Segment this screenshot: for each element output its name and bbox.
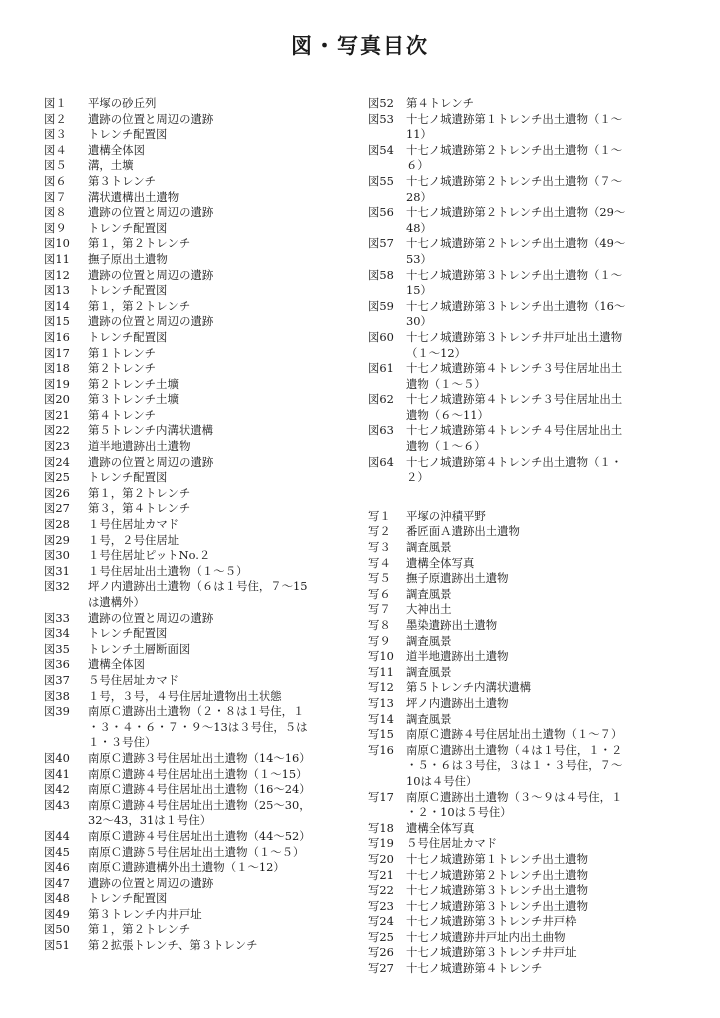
photo-entry <box>368 899 668 915</box>
entry-text: トレンチ配置図 <box>88 127 168 142</box>
entry-text: 十七ノ城遺跡第３トレンチ井戸址出土遺物 （１～12） <box>406 329 623 360</box>
photo-entry <box>368 945 668 961</box>
entry-text: 大神出土 <box>406 602 452 617</box>
figure-entry <box>368 205 668 236</box>
entry-label: 図17 <box>44 345 70 360</box>
entry-label: 写12 <box>368 680 394 695</box>
figure-entry <box>44 190 354 206</box>
entry-label: 図23 <box>44 439 70 454</box>
entry-text: トレンチ配置図 <box>88 329 168 344</box>
section-divider <box>368 486 668 509</box>
entry-text: 十七ノ城遺跡第２トレンチ出土遺物（29～ 48） <box>406 205 626 235</box>
entry-label: 写２ <box>368 524 391 539</box>
photo-entry <box>368 696 668 712</box>
entry-label: 写４ <box>368 555 391 570</box>
entry-text: 第３トレンチ土壙 <box>88 392 179 407</box>
figure-entry <box>44 96 354 112</box>
photo-entry <box>368 727 668 743</box>
entry-label: 写３ <box>368 540 391 555</box>
figure-entry <box>44 112 354 128</box>
entry-text: 調査風景 <box>406 711 452 726</box>
entry-label: 写８ <box>368 618 391 632</box>
figure-entry <box>44 127 354 143</box>
entry-text: 第１，第２トレンチ <box>88 922 191 937</box>
entry-text: トレンチ土層断面図 <box>88 641 191 656</box>
entry-text: 南原Ｃ遺跡４号住居址出土遺物（44～52） <box>88 828 311 843</box>
entry-text: 第４トレンチ <box>88 407 157 422</box>
entry-label: 図50 <box>44 922 70 937</box>
photo-entry <box>368 836 668 852</box>
photo-entry <box>368 821 668 837</box>
entry-label: 図64 <box>368 454 394 469</box>
entry-text: 第１トレンチ <box>88 345 157 360</box>
figure-entry <box>368 143 668 174</box>
entry-label: 図26 <box>44 485 70 500</box>
entry-label: 写26 <box>368 945 394 960</box>
entry-text: 第２拡張トレンチ、第３トレンチ <box>88 938 258 953</box>
photo-entry <box>368 852 668 868</box>
entry-label: 図51 <box>44 938 70 953</box>
entry-label: 写21 <box>368 867 394 882</box>
entry-label: 写24 <box>368 914 394 929</box>
figure-entry <box>44 205 354 221</box>
photo-list <box>368 509 668 977</box>
entry-text: 遺構全体図 <box>88 142 145 157</box>
entry-text: 平塚の沖積平野 <box>406 508 486 523</box>
entry-label: 写13 <box>368 695 394 710</box>
entry-text: 南原Ｃ遺跡４号住居址出土遺物（16～24） <box>88 782 311 797</box>
entry-label: 写１ <box>368 508 391 523</box>
entry-text: 遺構全体図 <box>88 657 145 672</box>
entry-text: 十七ノ城遺跡第２トレンチ出土遺物（７～ 28） <box>406 173 623 204</box>
entry-text: 十七ノ城遺跡第４トレンチ３号住居址出土 遺物（１～５） <box>406 361 623 391</box>
entry-label: 図46 <box>44 860 70 875</box>
entry-text: 調査風景 <box>406 633 452 648</box>
entry-label: 図47 <box>44 875 70 890</box>
entry-text: 遺跡の位置と周辺の遺跡 <box>88 267 214 282</box>
entry-label: 図44 <box>44 828 70 843</box>
entry-text: 南原Ｃ遺跡５号住居址出土遺物（１～５） <box>88 844 305 859</box>
entry-text: 十七ノ城遺跡井戸址内出土曲物 <box>406 929 566 944</box>
entry-text: １号住居址ピットNo.２ <box>88 548 211 563</box>
figure-entry <box>368 455 668 486</box>
entry-label: 図18 <box>44 361 70 376</box>
entry-label: 写17 <box>368 789 394 804</box>
entry-label: 写23 <box>368 898 394 913</box>
entry-label: 図54 <box>368 142 394 157</box>
photo-entry <box>368 883 668 899</box>
figure-entry <box>44 252 354 268</box>
figure-entry <box>44 299 354 315</box>
entry-text: 十七ノ城遺跡第２トレンチ出土遺物 <box>406 867 588 882</box>
entry-label: 図13 <box>44 283 70 298</box>
entry-label: 図48 <box>44 891 70 906</box>
entry-text: 十七ノ城遺跡第３トレンチ井戸枠 <box>406 914 577 929</box>
entry-label: 図63 <box>368 423 394 438</box>
figure-entry <box>44 548 354 564</box>
figure-list-left <box>44 96 354 954</box>
entry-text: 十七ノ城遺跡第４トレンチ出土遺物（１・ ２） <box>406 454 623 485</box>
entry-text: 第２トレンチ土壙 <box>88 376 179 391</box>
figure-entry <box>44 642 354 658</box>
figure-entry <box>44 767 354 783</box>
figure-entry <box>44 782 354 798</box>
photo-entry <box>368 961 668 977</box>
entry-text: 遺跡の位置と周辺の遺跡 <box>88 205 214 220</box>
figure-entry <box>368 96 668 112</box>
entry-label: 図43 <box>44 797 70 812</box>
entry-text: １号住居址カマド <box>88 517 180 532</box>
entry-label: 図33 <box>44 610 70 625</box>
entry-label: 図１ <box>44 96 67 110</box>
entry-text: 十七ノ城遺跡第３トレンチ井戸址 <box>406 945 577 960</box>
figure-entry <box>44 564 354 580</box>
entry-text: 第１，第２トレンチ <box>88 485 191 500</box>
figure-entry <box>44 533 354 549</box>
entry-label: 写22 <box>368 883 394 898</box>
page-title: 図・写真目次 <box>291 33 429 58</box>
figure-entry <box>44 455 354 471</box>
entry-text: 第３，第４トレンチ <box>88 501 191 516</box>
photo-entry <box>368 665 668 681</box>
figure-entry <box>368 423 668 454</box>
entry-text: 遺跡の位置と周辺の遺跡 <box>88 454 214 469</box>
entry-text: 南原Ｃ遺跡出土遺物（２・８は１号住，１ ・３・４・６・７・９～13は３号住，５は １・３号住） <box>88 704 308 750</box>
photo-entry <box>368 743 668 790</box>
entry-label: 図35 <box>44 641 70 656</box>
figure-entry <box>44 907 354 923</box>
figure-entry <box>368 330 668 361</box>
entry-label: 図61 <box>368 361 394 376</box>
entry-label: 写19 <box>368 836 394 851</box>
figure-entry <box>44 236 354 252</box>
entry-text: 十七ノ城遺跡第４トレンチ４号住居址出土 遺物（１～６） <box>406 423 623 454</box>
entry-label: 図20 <box>44 392 70 407</box>
entry-label: 写14 <box>368 711 394 726</box>
entry-text: 南原Ｃ遺跡出土遺物（３～９は４号住，１ ・２・10は５号住） <box>406 789 623 820</box>
entry-label: 写11 <box>368 664 394 679</box>
entry-text: 墨染遺跡出土遺物 <box>406 618 498 632</box>
entry-label: 図37 <box>44 672 70 687</box>
figure-entry <box>44 938 354 954</box>
entry-label: 図７ <box>44 189 67 204</box>
entry-text: 溝，土壙 <box>88 158 134 173</box>
entry-text: トレンチ配置図 <box>88 470 168 485</box>
figure-entry <box>368 361 668 392</box>
figure-entry <box>44 891 354 907</box>
entry-text: トレンチ配置図 <box>88 891 168 906</box>
entry-label: 図10 <box>44 236 70 251</box>
figure-entry <box>44 423 354 439</box>
entry-label: 図６ <box>44 173 67 188</box>
figure-entry <box>368 112 668 143</box>
entry-label: 写９ <box>368 633 391 648</box>
photo-entry <box>368 524 668 540</box>
entry-text: ５号住居址カマド <box>406 836 498 851</box>
entry-text: 十七ノ城遺跡第４トレンチ <box>406 961 543 976</box>
figure-entry <box>44 751 354 767</box>
entry-label: 図49 <box>44 906 70 921</box>
figure-entry <box>44 579 354 610</box>
figure-entry <box>44 361 354 377</box>
entry-label: 図９ <box>44 220 67 235</box>
entry-text: 第３トレンチ内井戸址 <box>88 906 202 921</box>
entry-label: 写６ <box>368 586 391 601</box>
entry-text: 十七ノ城遺跡第１トレンチ出土遺物 <box>406 851 588 866</box>
entry-label: 図12 <box>44 267 70 282</box>
entry-label: 図39 <box>44 704 70 719</box>
entry-text: 遺跡の位置と周辺の遺跡 <box>88 111 214 126</box>
entry-label: 図19 <box>44 376 70 391</box>
entry-label: 図22 <box>44 423 70 438</box>
entry-text: 道半地遺跡出土遺物 <box>88 439 191 454</box>
entry-text: 道半地遺跡出土遺物 <box>406 649 509 664</box>
photo-entry <box>368 618 668 634</box>
entry-text: 南原Ｃ遺跡出土遺物（４は１号住，１・２ ・５・６は３号住，３は１・３号住，７～ 10は４号住） <box>406 742 623 788</box>
entry-text: 十七ノ城遺跡第３トレンチ出土遺物（１～ 15） <box>406 267 623 298</box>
figure-entry <box>44 922 354 938</box>
entry-text: 十七ノ城遺跡第１トレンチ出土遺物（１～ 11） <box>406 111 623 142</box>
entry-label: 図11 <box>44 251 70 266</box>
figure-entry <box>44 876 354 892</box>
entry-text: 十七ノ城遺跡第２トレンチ出土遺物（49～ 53） <box>406 236 626 266</box>
entry-label: 図30 <box>44 548 70 563</box>
figure-entry <box>44 221 354 237</box>
entry-text: 調査風景 <box>406 664 452 679</box>
entry-text: 番匠面Ａ遺跡出土遺物 <box>406 524 520 539</box>
entry-label: 図36 <box>44 657 70 672</box>
entry-label: 図52 <box>368 96 394 110</box>
entry-label: 写５ <box>368 571 391 586</box>
entry-text: 第５トレンチ内溝状遺構 <box>406 680 532 695</box>
photo-entry <box>368 634 668 650</box>
entry-label: 図56 <box>368 205 394 220</box>
figure-entry <box>368 236 668 267</box>
entry-label: 図62 <box>368 392 394 407</box>
entry-text: ５号住居址カマド <box>88 672 180 687</box>
entry-label: 図57 <box>368 236 394 251</box>
entry-label: 図45 <box>44 844 70 859</box>
entry-text: 第３トレンチ <box>88 173 157 188</box>
photo-entry <box>368 680 668 696</box>
entry-label: 図42 <box>44 782 70 797</box>
entry-text: 十七ノ城遺跡第４トレンチ３号住居址出土 遺物（６～11） <box>406 392 623 422</box>
entry-label: 図53 <box>368 111 394 126</box>
entry-label: 図55 <box>368 173 394 188</box>
figure-entry <box>44 408 354 424</box>
figure-list-right <box>368 96 668 977</box>
figure-entry <box>44 439 354 455</box>
figure-entry <box>44 626 354 642</box>
entry-text: 坪ノ内遺跡出土遺物（６は１号住，７～15 は遺構外） <box>88 579 308 609</box>
figure-entry <box>44 314 354 330</box>
entry-text: 第１，第２トレンチ <box>88 236 191 251</box>
figure-entry <box>44 501 354 517</box>
entry-text: 南原Ｃ遺跡４号住居址出土遺物（１～15） <box>88 766 308 781</box>
figure-entry <box>368 268 668 299</box>
entry-text: 南原Ｃ遺跡遺構外出土遺物（１～12） <box>88 860 285 875</box>
entry-label: 図４ <box>44 142 67 157</box>
entry-text: トレンチ配置図 <box>88 283 168 298</box>
entry-label: 図14 <box>44 298 70 313</box>
entry-text: 撫子原出土遺物 <box>88 251 168 266</box>
figure-list-continued <box>368 96 668 486</box>
figure-entry <box>368 392 668 423</box>
entry-text: 調査風景 <box>406 586 452 601</box>
figure-entry <box>44 268 354 284</box>
entry-text: 遺跡の位置と周辺の遺跡 <box>88 610 214 625</box>
entry-text: １号，２号住居址 <box>88 532 180 547</box>
photo-entry <box>368 602 668 618</box>
entry-label: 図28 <box>44 517 70 532</box>
entry-label: 写15 <box>368 727 394 742</box>
photo-entry <box>368 540 668 556</box>
entry-label: 図25 <box>44 470 70 485</box>
photo-entry <box>368 712 668 728</box>
figure-entry <box>44 657 354 673</box>
entry-label: 図59 <box>368 298 394 313</box>
entry-text: 南原Ｃ遺跡３号住居址出土遺物（14～16） <box>88 750 311 765</box>
entry-label: 写25 <box>368 929 394 944</box>
entry-label: 図８ <box>44 205 67 220</box>
entry-text: 遺構全体写真 <box>406 820 475 835</box>
figure-entry <box>44 283 354 299</box>
entry-label: 図５ <box>44 158 67 173</box>
figure-entry <box>368 174 668 205</box>
photo-entry <box>368 509 668 525</box>
figure-entry <box>44 611 354 627</box>
figure-entry <box>44 346 354 362</box>
figure-entry <box>44 158 354 174</box>
photo-entry <box>368 790 668 821</box>
entry-text: 調査風景 <box>406 540 452 555</box>
entry-text: 遺跡の位置と周辺の遺跡 <box>88 314 214 329</box>
entry-label: 図40 <box>44 750 70 765</box>
entry-text: 第１，第２トレンチ <box>88 298 191 313</box>
entry-text: 遺跡の位置と周辺の遺跡 <box>88 875 214 890</box>
figure-entry <box>44 143 354 159</box>
entry-text: 十七ノ城遺跡第３トレンチ出土遺物 <box>406 883 588 898</box>
entry-text: 第５トレンチ内溝状遺構 <box>88 423 214 438</box>
photo-entry <box>368 868 668 884</box>
entry-text: 南原Ｃ遺跡４号住居址出土遺物（25～30， 32～43，31は１号住） <box>88 797 311 828</box>
entry-text: 撫子原遺跡出土遺物 <box>406 571 509 586</box>
figure-entry <box>44 330 354 346</box>
photo-entry <box>368 649 668 665</box>
figure-entry <box>44 673 354 689</box>
figure-entry <box>44 486 354 502</box>
entry-label: 写７ <box>368 602 391 617</box>
photo-entry <box>368 556 668 572</box>
entry-text: 第２トレンチ <box>88 361 157 376</box>
entry-label: 図３ <box>44 127 67 142</box>
photo-entry <box>368 914 668 930</box>
entry-text: 坪ノ内遺跡出土遺物 <box>406 695 509 710</box>
entry-label: 写10 <box>368 649 394 664</box>
entry-label: 写20 <box>368 851 394 866</box>
figure-entry <box>368 299 668 330</box>
entry-label: 図41 <box>44 766 70 781</box>
entry-label: 図16 <box>44 329 70 344</box>
entry-text: トレンチ配置図 <box>88 626 168 641</box>
figure-entry <box>44 392 354 408</box>
figure-entry <box>44 470 354 486</box>
entry-label: 図15 <box>44 314 70 329</box>
entry-label: 図32 <box>44 579 70 594</box>
entry-label: 図27 <box>44 501 70 516</box>
figure-entry <box>44 517 354 533</box>
figure-entry <box>44 860 354 876</box>
entry-label: 図31 <box>44 563 70 578</box>
figure-entry <box>44 829 354 845</box>
entry-text: 遺構全体写真 <box>406 555 475 570</box>
entry-label: 図24 <box>44 454 70 469</box>
figure-entry <box>44 377 354 393</box>
entry-label: 図２ <box>44 111 67 126</box>
figure-entry <box>44 798 354 829</box>
entry-text: 溝状遺構出土遺物 <box>88 189 180 204</box>
entry-text: 十七ノ城遺跡第２トレンチ出土遺物（１～ ６） <box>406 142 623 173</box>
entry-text: １号住居址出土遺物（１～５） <box>88 563 248 578</box>
entry-label: 図34 <box>44 626 70 641</box>
figure-entry <box>44 689 354 705</box>
entry-label: 図29 <box>44 532 70 547</box>
entry-label: 図21 <box>44 407 70 422</box>
figure-entry <box>44 174 354 190</box>
entry-text: 南原Ｃ遺跡４号住居址出土遺物（１～７） <box>406 727 623 742</box>
entry-text: １号，３号，４号住居址遺物出土状態 <box>88 688 282 703</box>
entry-text: 平塚の砂丘列 <box>88 96 157 110</box>
photo-entry <box>368 587 668 603</box>
entry-text: 十七ノ城遺跡第３トレンチ出土遺物 <box>406 898 588 913</box>
figure-entry <box>44 704 354 751</box>
photo-entry <box>368 930 668 946</box>
figure-entry <box>44 845 354 861</box>
entry-text: 第４トレンチ <box>406 96 475 110</box>
entry-label: 図38 <box>44 688 70 703</box>
entry-label: 写27 <box>368 961 394 976</box>
entry-label: 写16 <box>368 742 394 757</box>
entry-text: 十七ノ城遺跡第３トレンチ出土遺物（16～ 30） <box>406 298 626 329</box>
entry-label: 図60 <box>368 329 394 344</box>
photo-entry <box>368 571 668 587</box>
entry-label: 写18 <box>368 820 394 835</box>
entry-text: トレンチ配置図 <box>88 220 168 235</box>
entry-label: 図58 <box>368 267 394 282</box>
